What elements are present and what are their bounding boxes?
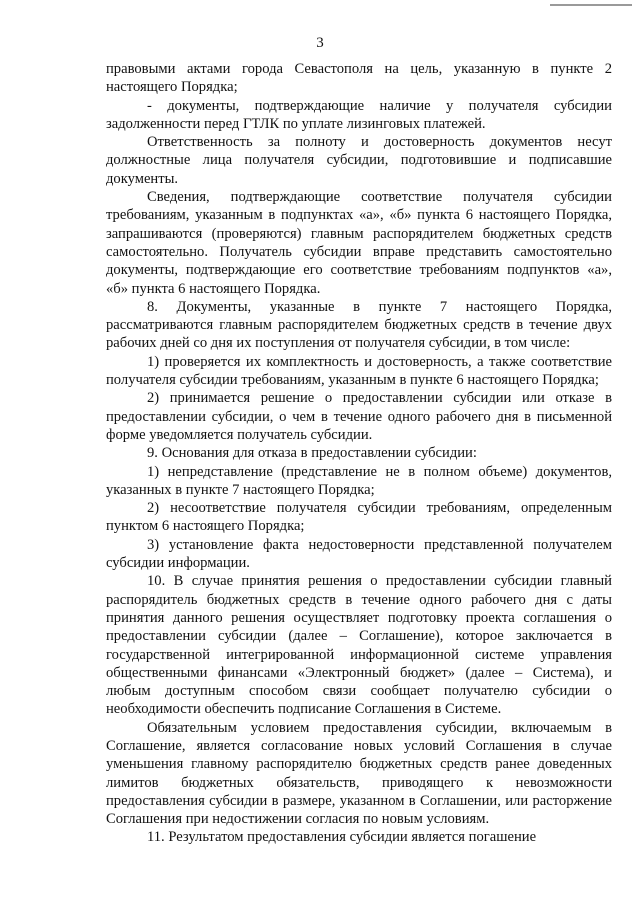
clause-8-item-2: 2) принимается решение о предоставлении субсидии или отказе в предоставлении субсидии, о чем в течение одного рабочего дня в письменной форме уведомляется получатель субсидии.: [106, 390, 612, 443]
clause-11: 11. Результатом предоставления субсидии является погашение: [147, 829, 537, 846]
scan-edge-mark: [550, 4, 632, 6]
paragraph-compliance-info: Сведения, подтверждающие соответствие получателя субсидии требованиям, указанным в подпунктах «а», «б» пункта 6 настоящего Порядка, запрашиваются (проверяются) главным распорядителем бюджетных средств самостоятельно. Получатель субсидии вправе представить самостоятельно документы, подтверждающие его соответствие требованиям подпунктов «а», «б» пункта 6 настоящего Порядка.: [106, 189, 612, 297]
clause-10: 10. В случае принятия решения о предоставлении субсидии главный распорядитель бюджетных средств в течение одного рабочего дня с даты принятия данного решения осуществляет подготовку проекта соглашения о предоставлении субсидии (далее – Соглашение), которое заключается в государственной интегрированной информационной системе управления общественными финансами «Электронный бюджет» (далее – Система), и любым доступным способом связи сообщает получателю субсидии о необходимости обеспечить подписание Соглашения в Системе.: [106, 573, 612, 718]
paragraph-mandatory-condition: Обязательным условием предоставления субсидии, включаемым в Соглашение, является согласование новых условий Соглашения в случае уменьшения главному распорядителю бюджетных средств ранее доведенных лимитов бюджетных обязательств, приводящего к невозможности предоставления субсидии в размере, указанном в Соглашении, или расторжение Соглашения при недостижении согласия по новым условиям.: [106, 719, 612, 828]
clause-8: 8. Документы, указанные в пункте 7 настоящего Порядка, рассматриваются главным распорядителем бюджетных средств в течение двух рабочих дней со дня их поступления от получателя субсидии, в том числе:: [106, 298, 612, 352]
paragraph-continuation: правовыми актами города Севастополя на цель, указанную в пункте 2 настоящего Порядка;: [106, 61, 612, 96]
document-body: [106, 60, 612, 847]
clause-9-item-3: 3) установление факта недостоверности представленной получателем субсидии информации.: [106, 536, 612, 572]
clause-9: 9. Основания для отказа в предоставлении субсидии:: [147, 445, 477, 462]
paragraph-responsibility: Ответственность за полноту и достоверность документов несут должностные лица получателя субсидии, подготовившие и подписавшие документы.: [106, 134, 612, 187]
page-number: 3: [316, 35, 324, 51]
clause-9-item-1: 1) непредставление (представление не в полном объеме) документов, указанных в пункте 7 настоящего Порядка;: [106, 463, 612, 498]
clause-8-item-1: 1) проверяется их комплектность и достоверность, а также соответствие получателя субсидии требованиям, указанным в пункте 6 настоящего Порядка;: [106, 353, 612, 389]
clause-9-item-2: 2) несоответствие получателя субсидии требованиям, определенным пунктом 6 настоящего Порядка;: [106, 500, 612, 535]
paragraph-gtlk-documents: - документы, подтверждающие наличие у получателя субсидии задолженности перед ГТЛК по уплате лизинговых платежей.: [106, 97, 612, 132]
